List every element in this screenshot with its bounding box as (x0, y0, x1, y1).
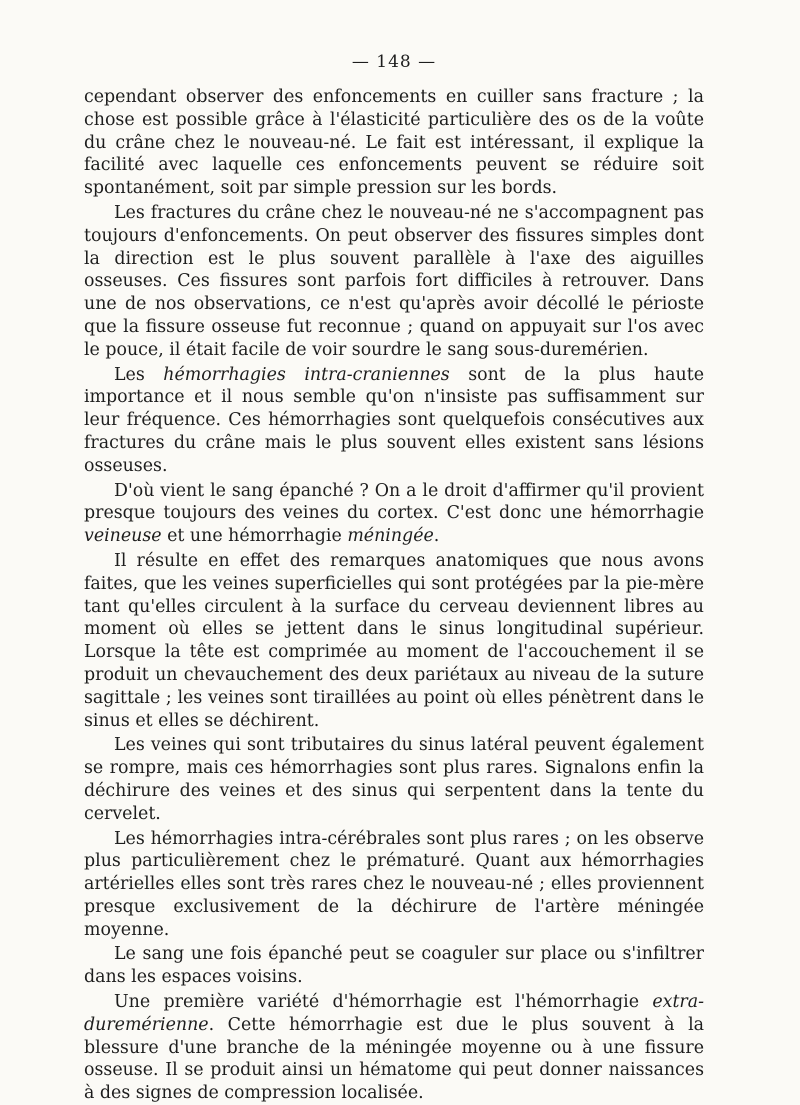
paragraph-6 (84, 734, 704, 825)
paragraph-9 (84, 991, 704, 1105)
paragraph-1 (84, 86, 704, 200)
page-number: — 148 — (351, 52, 437, 72)
text-run: cependant observer des enfoncements en cuiller sans fracture ; la chose est possible grâce à l'élasticité particulière des os de la voûte du crâne chez le nouveau-né. Le fait est intéressant, il explique la facilité avec laquelle ces enfoncements peuvent se réduire soit spontanément, soit par simple pression sur les bords. (84, 87, 704, 199)
text-run: Les hémorrhagies intra-cérébrales sont plus rares ; on les observe plus particulièrement chez le prématuré. Quant aux hémorrhagies artérielles elles sont très rares chez le nouveau-né ; elles proviennent presque exclusivement de la déchirure de l'artère méningée moyenne. (84, 828, 704, 940)
text-run: Les veines qui sont tributaires du sinus latéral peuvent également se rompre, mais ces hémorrhagies sont plus rares. Signalons enfin la déchirure des veines et des sinus qui serpentent dans la tente du cervelet. (84, 735, 704, 824)
paragraph-3 (84, 364, 704, 478)
text-run: Il résulte en effet des remarques anatomiques que nous avons faites, que les veines superficielles qui sont protégées par la pie-mère tant qu'elles circulent à la surface du cerveau deviennent libres au moment où elles se jettent dans le sinus longitudinal supérieur. Lorsque la tête est comprimée au moment de l'accouchement il se produit un chevauchement des deux pariétaux au niveau de la suture sagittale ; les veines sont tiraillées au point où elles pénètrent dans le sinus et elles se déchirent. (84, 550, 704, 731)
text-run: et une hémorrhagie (161, 526, 348, 547)
paragraph-7 (84, 828, 704, 942)
text-run: . Cette hémorrhagie est due le plus souvent à la blessure d'une branche de la méningée moyenne ou à une fissure osseuse. Il se produit ainsi un hématome qui peut donner naissances à des signes de compression localisée. (84, 1014, 704, 1104)
italic-term: extra-duremérienne (84, 992, 704, 1035)
text-run: Les fractures du crâne chez le nouveau-né ne s'accompagnent pas toujours d'enfoncements. On peut observer des fissures simples dont la direction est le plus souvent parallèle à l'axe des aiguilles osseuses. Ces fissures sont parfois fort difficiles à retrouver. Dans une de nos observations, ce n'est qu'après avoir décollé le périoste que la fissure osseuse fut reconnue ; quand on appuyait sur l'os avec le pouce, il était facile de voir sourdre le sang sous-duremérien. (84, 202, 704, 360)
text-run: Le sang une fois épanché peut se coaguler sur place ou s'infiltrer dans les espaces voisins. (84, 944, 704, 988)
text-run: sont de la plus haute importance et il nous semble qu'on n'insiste pas suffisamment sur leur fréquence. Ces hémorrhagies sont quelquefois consécutives aux fractures du crâne mais le plus souvent elles existent sans lésions osseuses. (84, 364, 704, 476)
paragraph-4 (84, 480, 704, 548)
italic-term: veineuse (84, 526, 162, 547)
text-run: Les (114, 364, 164, 385)
text-run: . (433, 526, 440, 547)
text-run: D'où vient le sang épanché ? On a le droit d'affirmer qu'il provient presque toujours des veines du cortex. C'est donc une hémorrhagie (84, 480, 704, 524)
paragraph-8 (84, 943, 704, 989)
paragraph-2 (84, 202, 704, 362)
paragraph-5 (84, 550, 704, 732)
italic-term: hémorrhagies intra-craniennes (163, 364, 450, 385)
italic-term: méningée (347, 526, 434, 547)
text-run: Une première variété d'hémorrhagie est l'hémorrhagie (114, 992, 653, 1013)
